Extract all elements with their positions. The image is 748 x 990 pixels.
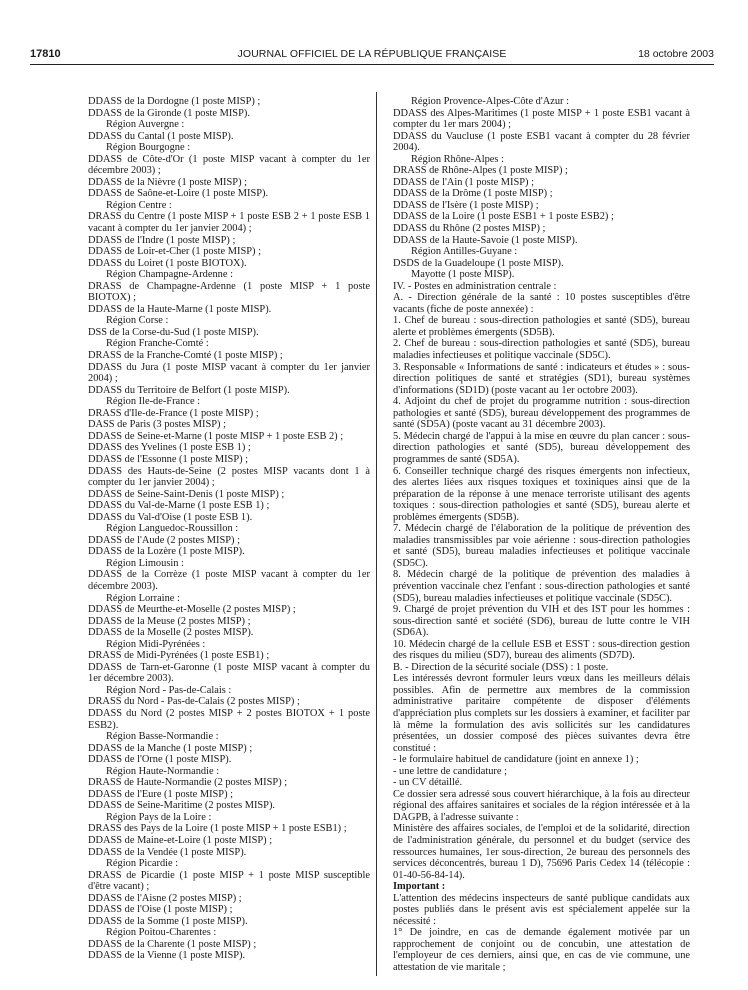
page-number: 17810 [30,48,61,60]
paragraph: DDASS de Seine-Maritime (2 postes MISP). [88,800,276,812]
paragraph: DDASS de la Loire (1 poste ESB1 + 1 poste ESB2) ; [393,211,614,223]
region-heading: Région Languedoc-Roussillon : [106,523,239,535]
region-heading: Région Picardie : [106,858,179,870]
region-heading: Région Limousin : [106,557,184,569]
paragraph: DDASS de Meurthe-et-Moselle (2 postes MISP) ; [88,604,296,616]
paragraph: DDASS du Val-de-Marne (1 poste ESB 1) ; [88,500,270,512]
paragraph: DDASS de la Drôme (1 poste MISP) ; [393,188,553,200]
paragraph: DDASS du Loiret (1 poste BIOTOX). [88,257,247,269]
paragraph: DDASS de Loir-et-Cher (1 poste MISP) ; [88,246,261,258]
region-heading: Région Pays de la Loire : [106,811,212,823]
paragraph: 5. Médecin chargé de l'appui à la mise en œuvre du plan cancer : sous-direction pathologies et santé (SD5), bureau développement des programmes de santé (SD5A). [393,430,690,465]
paragraph: DDASS du Territoire de Belfort (1 poste MISP). [88,384,290,396]
paragraph: L'attention des médecins inspecteurs de santé publique candidats aux postes publiés dans le présent avis est spécialement appelée sur la nécessité : [393,892,690,927]
paragraph: DDASS de Maine-et-Loire (1 poste MISP) ; [88,835,273,846]
paragraph: DDASS de Côte-d'Or (1 poste MISP vacant à compter du 1er décembre 2003) ; [88,153,370,177]
paragraph: DDASS du Nord (2 postes MISP + 2 postes BIOTOX + 1 poste ESB2). [88,707,370,731]
page-header [30,48,714,64]
region-heading: Région Bourgogne : [106,142,191,154]
paragraph: DDASS du Vaucluse (1 poste ESB1 vacant à compter du 28 février 2004). [393,130,690,154]
region-heading: Région Ile-de-France : [106,396,201,408]
paragraph: DDASS du Rhône (2 postes MISP) ; [393,223,546,235]
region-heading: Région Antilles-Guyane : [411,246,518,258]
paragraph: 10. Médecin chargé de la cellule ESB et ESST : sous-direction gestion des risques du milieu (SD7), bureau des aliments (SD7D). [393,638,690,662]
right-column [383,96,690,974]
paragraph: DDASS de la Moselle (2 postes MISP). [88,627,254,639]
paragraph: 7. Médecin chargé de l'élaboration de la politique de prévention des maladies transmissibles par voie aérienne : sous-direction pathologies et santé (SD5), bureau maladies infectieuses et politique vaccinale (SD5C). [393,523,690,569]
paragraph: DDASS de la Charente (1 poste MISP) ; [88,938,257,950]
paragraph: 1. Chef de bureau : sous-direction pathologies et santé (SD5), bureau alerte et problèmes émergents (SD5B). [393,315,690,338]
paragraph: DDASS de la Meuse (2 postes MISP) ; [88,615,251,627]
paragraph: DDASS de la Vienne (1 poste MISP). [88,950,246,962]
paragraph: DDASS de l'Essonne (1 poste MISP) ; [88,453,249,465]
paragraph: DDASS de Seine-et-Marne (1 poste MISP + 1 poste ESB 2) ; [88,430,344,442]
region-heading: Région Basse-Normandie : [106,731,219,743]
paragraph: DASS de Paris (3 postes MISP) ; [88,419,226,431]
region-heading: Région Auvergne : [106,119,185,131]
region-heading: Mayotte (1 poste MISP). [411,269,515,281]
paragraph: Les intéressés devront formuler leurs vœux dans les meilleurs délais possibles. Afin de permettre aux membres de la commission administrative paritaire compétente de disposer d'éléments d'appréciation plus complets sur les dossiers à examiner, et faciliter par là même la formulation des avis sollicités sur les candidatures présentées, un dossier composé des pièces suivantes devra être constitué : [393,673,690,754]
region-heading: Région Rhône-Alpes : [411,153,504,165]
paragraph: DDASS de la Nièvre (1 poste MISP) ; [88,176,248,188]
paragraph: 3. Responsable « Informations de santé : indicateurs et études » : sous-direction politiques de santé et stratégies (SD1), bureau systèmes d'informations (SD1D) (poste vacant au 1er octobre 2003). [393,361,690,396]
paragraph: DDASS de la Gironde (1 poste MISP). [88,107,250,119]
region-heading: Région Poitou-Charentes : [106,927,217,939]
paragraph: DDASS du Jura (1 poste MISP vacant à compter du 1er janvier 2004) ; [88,361,370,385]
paragraph: DDASS des Yvelines (1 poste ESB 1) ; [88,442,251,454]
paragraph: DDASS de l'Orne (1 poste MISP). [88,754,232,766]
paragraph: 2. Chef de bureau : sous-direction pathologies et santé (SD5), bureau maladies infectieuses et politique vaccinale (SD5C). [393,338,690,362]
paragraph: DDASS de la Dordogne (1 poste MISP) ; [88,96,261,107]
paragraph: DDASS de l'Ain (1 poste MISP) ; [393,176,534,188]
paragraph: DRASS de Midi-Pyrénées (1 poste ESB1) ; [88,650,270,662]
paragraph: DDASS de l'Eure (1 poste MISP) ; [88,788,234,800]
paragraph: 9. Chargé de projet prévention du VIH et des IST pour les hommes : sous-direction santé et société (SD6), bureau de lutte contre le VIH (SD6A). [393,604,690,639]
paragraph: DRASS du Nord - Pas-de-Calais (2 postes MISP) ; [88,696,300,708]
paragraph: DDASS de l'Oise (1 poste MISP) ; [88,904,233,916]
region-heading: Région Nord - Pas-de-Calais : [106,684,232,696]
region-heading: Région Provence-Alpes-Côte d'Azur : [411,96,569,107]
paragraph: Ce dossier sera adressé sous couvert hiérarchique, à la fois au directeur régional des affaires sanitaires et sociales de la région intéressée et à la DAGPB, à l'adresse suivante : [393,788,690,823]
paragraph: DDASS de l'Aisne (2 postes MISP) ; [88,892,242,904]
paragraph: DDASS de Tarn-et-Garonne (1 poste MISP vacant à compter du 1er décembre 2003). [88,661,370,685]
paragraph: DDASS du Val-d'Oise (1 poste ESB 1). [88,511,253,523]
list-item: - une lettre de candidature ; [393,765,507,777]
region-heading: Région Haute-Normandie : [106,765,220,777]
paragraph: DSS de la Corse-du-Sud (1 poste MISP). [88,326,259,338]
paragraph: 1° De joindre, en cas de demande également motivée par un rapprochement de conjoint ou de concubin, une attestation de l'employeur de ces derniers, ainsi que, en cas de vie commune, une attestation de vie maritale ; [393,927,690,974]
bold-heading: Important : [393,881,446,893]
list-item: - le formulaire habituel de candidature (joint en annexe 1) ; [393,754,639,766]
paragraph: DRASS des Pays de la Loire (1 poste MISP + 1 poste ESB1) ; [88,823,347,835]
paragraph: DDASS de la Somme (1 poste MISP). [88,915,248,927]
paragraph: DRASS d'Ile-de-France (1 poste MISP) ; [88,407,259,419]
region-heading: Région Franche-Comté : [106,338,209,350]
paragraph: IV. - Postes en administration centrale : [393,280,557,292]
paragraph: DRASS de Champagne-Ardenne (1 poste MISP + 1 poste BIOTOX) ; [88,280,370,304]
paragraph: DDASS de la Haute-Marne (1 poste MISP). [88,303,272,315]
header-rule [30,64,714,65]
paragraph: DDASS du Cantal (1 poste MISP). [88,130,234,142]
paragraph: DDASS de la Lozère (1 poste MISP). [88,546,245,558]
paragraph: DRASS du Centre (1 poste MISP + 1 poste ESB 2 + 1 poste ESB 1 vacant à compter du 1er janvier 2004) ; [88,211,370,235]
region-heading: Région Centre : [106,199,172,211]
left-column [78,96,370,962]
paragraph: DDASS de Seine-Saint-Denis (1 poste MISP) ; [88,488,285,500]
region-heading: Région Corse : [106,315,169,327]
paragraph: DDASS de la Manche (1 poste MISP) ; [88,742,253,754]
paragraph: DDASS de Saône-et-Loire (1 poste MISP). [88,188,269,200]
paragraph: DDASS de l'Indre (1 poste MISP) ; [88,234,236,246]
paragraph: DRASS de Picardie (1 poste MISP + 1 poste MISP susceptible d'être vacant) ; [88,869,370,893]
paragraph: A. - Direction générale de la santé : 10 postes susceptibles d'être vacants (fiche de poste annexée) : [393,292,690,315]
paragraph: 4. Adjoint du chef de projet du programme nutrition : sous-direction pathologies et santé (SD5), bureau développement des programmes de santé (SD5A) (poste vacant au 31 décembre 2003). [393,396,690,431]
paragraph: DRASS de Haute-Normandie (2 postes MISP) ; [88,777,288,789]
paragraph: DDASS de la Vendée (1 poste MISP). [88,846,247,858]
region-heading: Région Midi-Pyrénées : [106,638,206,650]
paragraph: B. - Direction de la sécurité sociale (DSS) : 1 poste. [393,661,609,673]
paragraph: DDASS de la Haute-Savoie (1 poste MISP). [393,234,578,246]
paragraph: DDASS de la Corrèze (1 poste MISP vacant à compter du 1er décembre 2003). [88,569,370,592]
list-item: - un CV détaillé. [393,777,463,789]
paragraph: DDASS des Hauts-de-Seine (2 postes MISP vacants dont 1 à compter du 1er janvier 2004) ; [88,465,370,489]
region-heading: Région Champagne-Ardenne : [106,269,233,281]
publication-date: 18 octobre 2003 [638,48,714,60]
paragraph: DDASS des Alpes-Maritimes (1 poste MISP + 1 poste ESB1 vacant à compter du 1er mars 2004) ; [393,107,690,131]
paragraph: 8. Médecin chargé de la politique de prévention des maladies à prévention vaccinale chez l'enfant : sous-direction pathologies et santé (SD5), bureau maladies infectieuses et politique vaccinale (SD5C). [393,569,690,604]
paragraph: 6. Conseiller technique chargé des risques émergents non infectieux, des alertes liées aux risques toxiques et toxiniques ainsi que de la préparation de la réponse à une menace terroriste utilisant des agents toxiques : sous-direction pathologies et santé (SD5), bureau alerte et problèmes émergents (SD5B). [393,465,690,523]
paragraph: DDASS de l'Aude (2 postes MISP) ; [88,534,240,546]
paragraph: DSDS de la Guadeloupe (1 poste MISP). [393,257,564,269]
journal-title: JOURNAL OFFICIEL DE LA RÉPUBLIQUE FRANÇAISE [237,48,507,60]
region-heading: Région Lorraine : [106,592,180,604]
paragraph: Ministère des affaires sociales, de l'emploi et de la solidarité, direction de l'administration générale, du personnel et du budget (service des ressources humaines, 1er sous-direction, 2e bureau des personnels des services déconcentrés, bureau 1 D), 75696 Paris Cedex 14 (télécopie : 01-40-56-84-14). [393,823,690,881]
column-divider [376,92,377,976]
paragraph: DRASS de la Franche-Comté (1 poste MISP) ; [88,350,283,362]
paragraph: DRASS de Rhône-Alpes (1 poste MISP) ; [393,165,568,177]
paragraph: DDASS de l'Isère (1 poste MISP) ; [393,199,539,211]
